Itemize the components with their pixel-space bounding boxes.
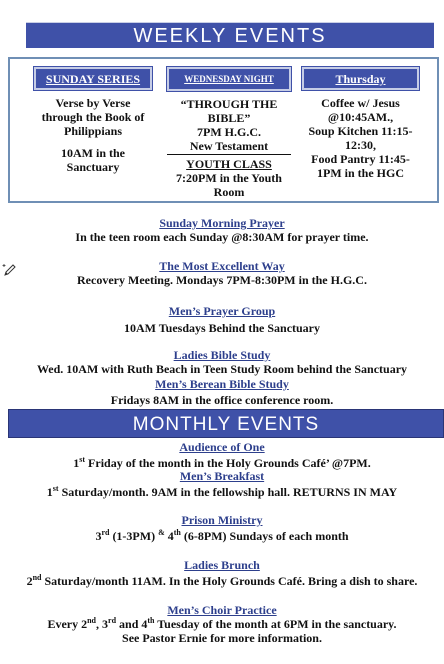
weekly-events-banner: WEEKLY EVENTS — [26, 22, 434, 48]
audience-of-one — [0, 440, 444, 470]
sunday-morning-prayer — [0, 216, 444, 244]
event-title: The Most Excellent Way — [159, 259, 285, 273]
ladies-brunch — [0, 558, 444, 588]
wednesday-night-column — [167, 67, 291, 199]
event-description: 1st Friday of the month in the Holy Grounds Café’ @7PM. — [73, 455, 371, 470]
event-title: Audience of One — [179, 440, 265, 454]
sunday-series-time: 10AM in the Sanctuary — [61, 146, 125, 174]
ladies-bible-study — [0, 348, 444, 376]
event-title: Men’s Berean Bible Study — [155, 377, 289, 391]
mens-prayer-group — [0, 304, 444, 335]
most-excellent-way — [0, 259, 444, 287]
youth-class-heading: YOUTH CLASS — [186, 157, 272, 171]
event-description: Fridays 8AM in the office conference room. — [110, 393, 334, 407]
event-description: Every 2nd, 3rd and 4th Tuesday of the month at 6PM in the sanctuary. — [47, 616, 397, 631]
thursday-column — [302, 67, 419, 180]
prison-ministry — [0, 513, 444, 543]
youth-class-time: 7:20PM in the Youth Room — [176, 171, 282, 199]
event-title: Men’s Breakfast — [179, 469, 265, 483]
event-note: See Pastor Ernie for more information. — [122, 631, 322, 645]
event-description: 1st Saturday/month. 9AM in the fellowship hall. RETURNS IN MAY — [46, 484, 398, 499]
monthly-events-banner: MONTHLY EVENTS — [8, 409, 444, 438]
event-description: 2nd Saturday/month 11AM. In the Holy Grounds Café. Bring a dish to share. — [26, 573, 418, 588]
wednesday-time: 7PM H.G.C. — [197, 125, 261, 139]
event-title: Men’s Prayer Group — [168, 304, 276, 318]
sunday-series-description: Verse by Verse through the Book of Philippians — [41, 96, 145, 138]
wednesday-topic: New Testament — [167, 139, 291, 155]
event-description: In the teen room each Sunday @8:30AM for prayer time. — [75, 230, 369, 244]
thursday-heading: Thursday — [302, 67, 419, 90]
weekly-series-box — [8, 57, 439, 203]
event-description: Wed. 10AM with Ruth Beach in Teen Study Room behind the Sanctuary — [36, 362, 408, 376]
food-pantry: Food Pantry 11:45-1PM in the HGC — [311, 152, 410, 180]
mens-breakfast — [0, 469, 444, 499]
soup-kitchen: Soup Kitchen 11:15-12:30, — [308, 124, 413, 152]
wednesday-night-heading: WEDNESDAY NIGHT — [167, 67, 291, 91]
coffee-with-jesus: Coffee w/ Jesus @10:45AM., — [321, 96, 400, 124]
event-description: 10AM Tuesdays Behind the Sanctuary — [123, 321, 321, 335]
mens-berean-bible-study — [0, 377, 444, 407]
event-description: 3rd (1-3PM) & 4th (6-8PM) Sundays of each month — [95, 528, 349, 543]
mens-choir-practice — [0, 603, 444, 645]
event-title: Ladies Bible Study — [173, 348, 271, 362]
event-title: Ladies Brunch — [184, 558, 260, 572]
sunday-series-heading: SUNDAY SERIES — [34, 67, 152, 90]
event-title: Sunday Morning Prayer — [159, 216, 285, 230]
event-title: Prison Ministry — [181, 513, 263, 527]
sunday-series-column — [34, 67, 152, 174]
wednesday-series-title: “THROUGH THE BIBLE” — [180, 97, 278, 125]
event-title: Men’s Choir Practice — [167, 603, 277, 617]
event-description: Recovery Meeting. Mondays 7PM-8:30PM in the H.G.C. — [77, 273, 367, 287]
